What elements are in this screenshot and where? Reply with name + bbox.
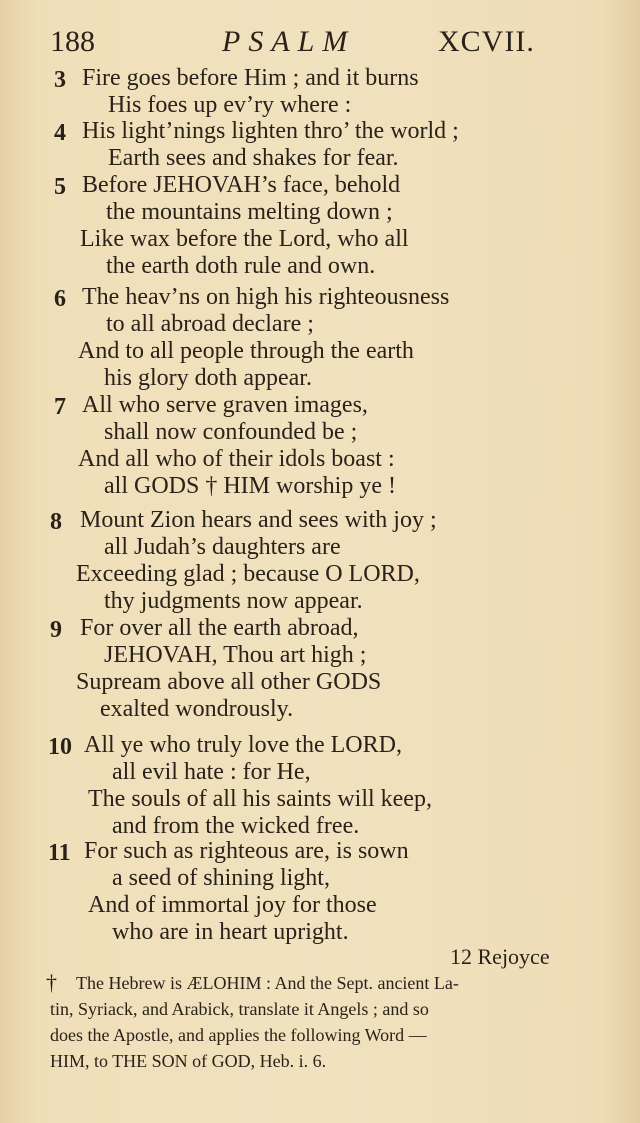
verse-line: the earth doth rule and own. <box>106 253 376 279</box>
verse-line: His foes up ev’ry where : <box>108 92 352 118</box>
verse-line: The souls of all his saints will keep, <box>88 786 432 812</box>
verse-line: All who serve graven images, <box>82 392 368 418</box>
page-number: 188 <box>50 25 95 58</box>
verse-line: all GODS † HIM worship ye ! <box>104 473 396 499</box>
verse-number: 7 <box>54 394 66 420</box>
verse-line: Before JEHOVAH’s face, behold <box>82 172 401 198</box>
verse-line: JEHOVAH, Thou art high ; <box>104 642 367 668</box>
verse-line: All ye who truly love the LORD, <box>84 732 402 758</box>
verse-line: Exceeding glad ; because O LORD, <box>76 561 420 587</box>
footnote-line: The Hebrew is ÆLOHIM : And the Sept. ancient La- <box>76 973 459 993</box>
verse-line: his glory doth appear. <box>104 365 312 391</box>
verse-line: The heav’ns on high his righteousness <box>82 284 450 310</box>
verse-line: Earth sees and shakes for fear. <box>108 145 399 171</box>
footnote-line: tin, Syriack, and Arabick, translate it Angels ; and so <box>50 999 429 1019</box>
verse-number: 5 <box>54 174 66 200</box>
verse-number: 11 <box>48 840 71 866</box>
verse-number: 9 <box>50 617 62 643</box>
verse-line: And all who of their idols boast : <box>78 446 395 472</box>
verse-line: And of immortal joy for those <box>88 892 377 918</box>
verse-line: the mountains melting down ; <box>106 199 393 225</box>
verse-line: shall now confounded be ; <box>104 419 358 445</box>
verse-number: 10 <box>48 734 72 760</box>
footnote-marker: † <box>46 970 57 995</box>
verse-line: For such as righteous are, is sown <box>84 838 409 864</box>
verse-line: Mount Zion hears and sees with joy ; <box>80 507 437 533</box>
verse-line: and from the wicked free. <box>112 813 360 839</box>
catchword: 12 Rejoyce <box>450 944 550 969</box>
footnote-line: does the Apostle, and applies the following Word — <box>50 1025 427 1045</box>
verse-line: His light’nings lighten thro’ the world ; <box>82 118 459 144</box>
verse-line: who are in heart upright. <box>112 919 349 945</box>
verse-line: Supream above all other GODS <box>76 669 382 695</box>
verse-number: 4 <box>54 120 66 146</box>
psalm-number: XCVII. <box>438 25 535 58</box>
footnote-line: HIM, to THE SON of GOD, Heb. i. 6. <box>50 1051 327 1071</box>
verse-number: 8 <box>50 509 62 535</box>
header-title: PSALM <box>222 25 356 58</box>
verse-line: And to all people through the earth <box>78 338 414 364</box>
running-header <box>50 22 610 62</box>
verse-line: thy judgments now appear. <box>104 588 363 614</box>
verse-line: Fire goes before Him ; and it burns <box>82 65 419 91</box>
verse-line: to all abroad declare ; <box>106 311 314 337</box>
verse-number: 3 <box>54 67 66 93</box>
verse-line: a seed of shining light, <box>112 865 330 891</box>
verse-line: exalted wondrously. <box>100 696 294 722</box>
verse-line: all Judah’s daughters are <box>104 534 341 560</box>
verse-line: Like wax before the Lord, who all <box>80 226 409 252</box>
verse-line: For over all the earth abroad, <box>80 615 359 641</box>
verse-number: 6 <box>54 286 66 312</box>
verse-line: all evil hate : for He, <box>112 759 311 785</box>
